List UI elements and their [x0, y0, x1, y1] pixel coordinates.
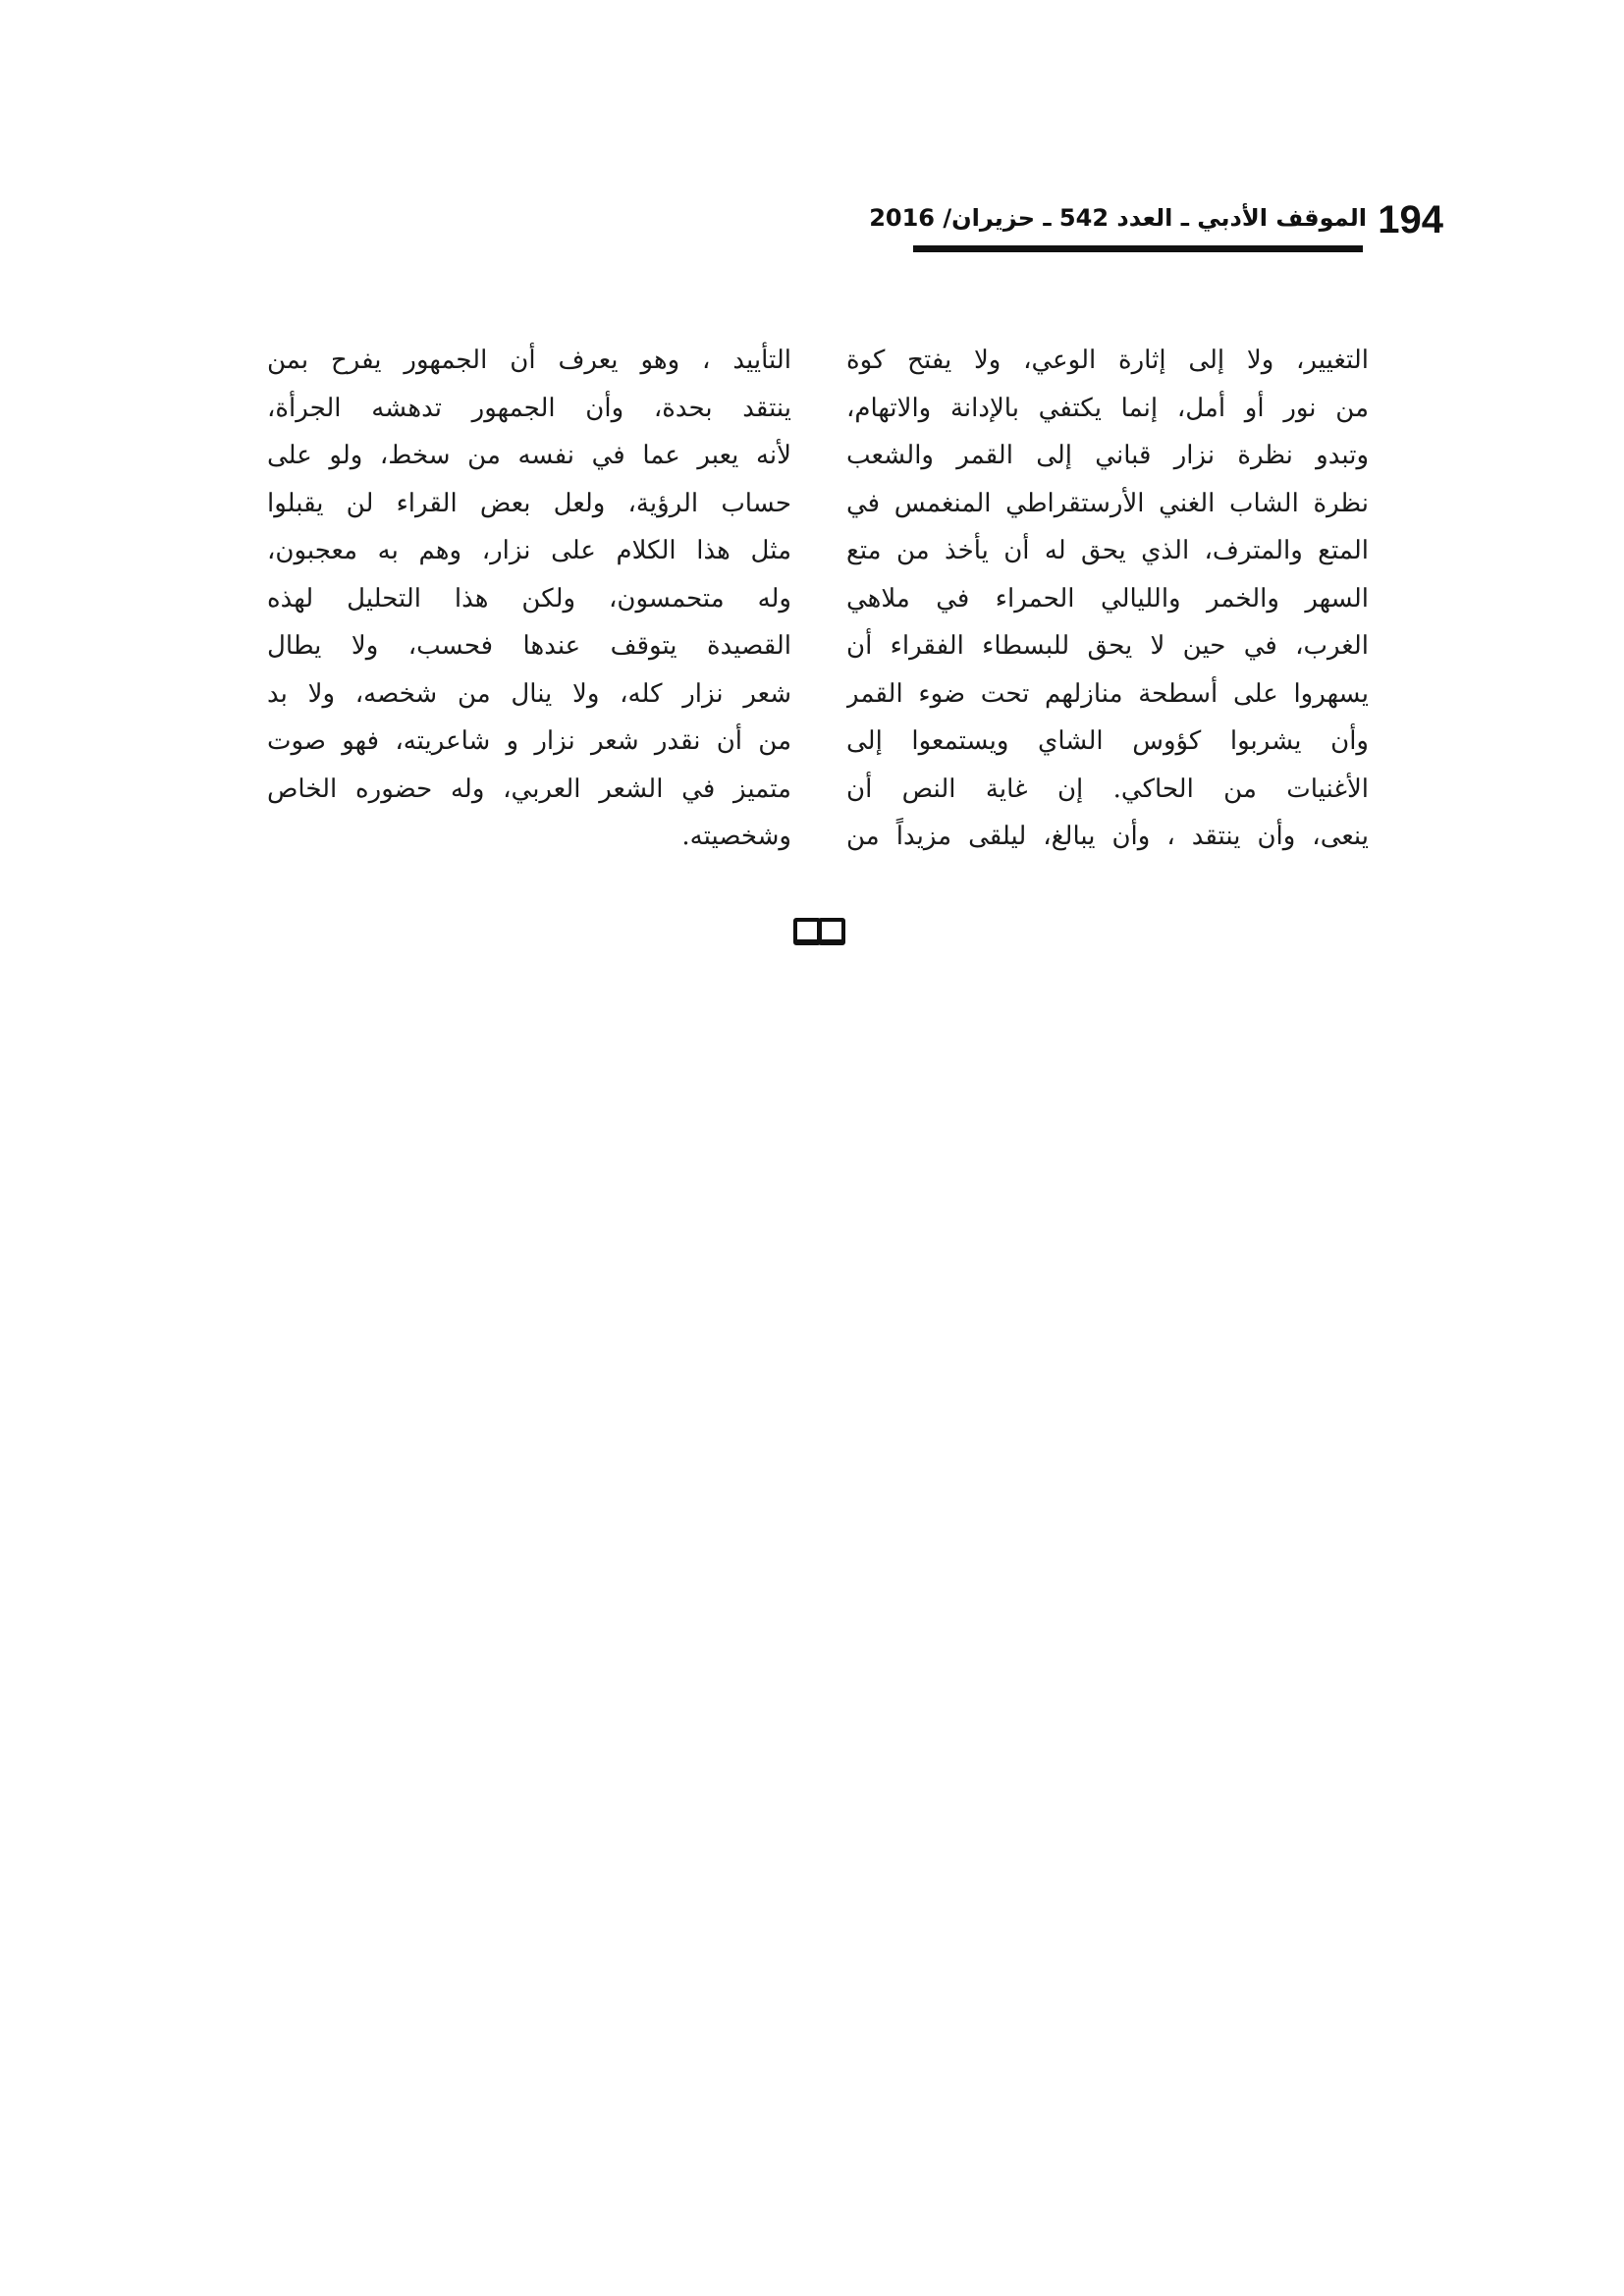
page-header	[869, 192, 1443, 251]
header-rule	[913, 245, 1363, 252]
text-column-right	[846, 337, 1369, 861]
text-line: ينتقد بحدة، وأن الجمهور تدهشه الجرأة،	[267, 393, 791, 423]
text-line: الغرب، في حين لا يحق للبسطاء الفقراء أن	[846, 631, 1369, 661]
text-line: وله متحمسون، ولكن هذا التحليل لهذه	[267, 583, 791, 614]
running-title: الموقف الأدبي ـ العدد 542 ـ حزيران/ 2016	[869, 204, 1367, 232]
text-line: مثل هذا الكلام على نزار، وهم به معجبون،	[267, 536, 791, 565]
text-line: وأن يشربوا كؤوس الشاي ويستمعوا إلى	[846, 726, 1369, 756]
text-line: لأنه يعبر عما في نفسه من سخط، ولو على	[267, 441, 791, 470]
text-line: من نور أو أمل، إنما يكتفي بالإدانة والاتهام،	[846, 393, 1369, 423]
text-line: يسهروا على أسطحة منازلهم تحت ضوء القمر	[846, 678, 1369, 709]
text-line: السهر والخمر والليالي الحمراء في ملاهي	[846, 583, 1369, 614]
text-line: القصيدة يتوقف عندها فحسب، ولا يطال	[267, 631, 791, 661]
end-square-icon	[793, 918, 821, 945]
text-line: شعر نزار كله، ولا ينال من شخصه، ولا بد	[267, 678, 791, 709]
text-line: متميز في الشعر العربي، وله حضوره الخاص	[267, 774, 791, 804]
text-line: التأييد ، وهو يعرف أن الجمهور يفرح بمن	[267, 346, 791, 375]
text-column-left	[267, 337, 791, 861]
text-line: الأغنيات من الحاكي. إن غاية النص أن	[846, 774, 1369, 804]
page-number: 194	[1378, 198, 1443, 241]
text-line: ينعى، وأن ينتقد ، وأن يبالغ، ليلقى مزيداً من	[846, 822, 1369, 851]
end-square-icon	[818, 918, 845, 945]
text-line: وتبدو نظرة نزار قباني إلى القمر والشعب	[846, 441, 1369, 470]
text-line: نظرة الشاب الغني الأرستقراطي المنغمس في	[846, 488, 1369, 518]
text-line: وشخصيته.	[681, 822, 791, 851]
text-line: حساب الرؤية، ولعل بعض القراء لن يقبلوا	[267, 488, 791, 518]
end-of-article-mark	[793, 918, 844, 943]
text-line: من أن نقدر شعر نزار و شاعريته، فهو صوت	[267, 726, 791, 756]
text-line: التغيير، ولا إلى إثارة الوعي، ولا يفتح كوة	[846, 346, 1369, 375]
text-line: المتع والمترف، الذي يحق له أن يأخذ من متع	[846, 536, 1369, 565]
